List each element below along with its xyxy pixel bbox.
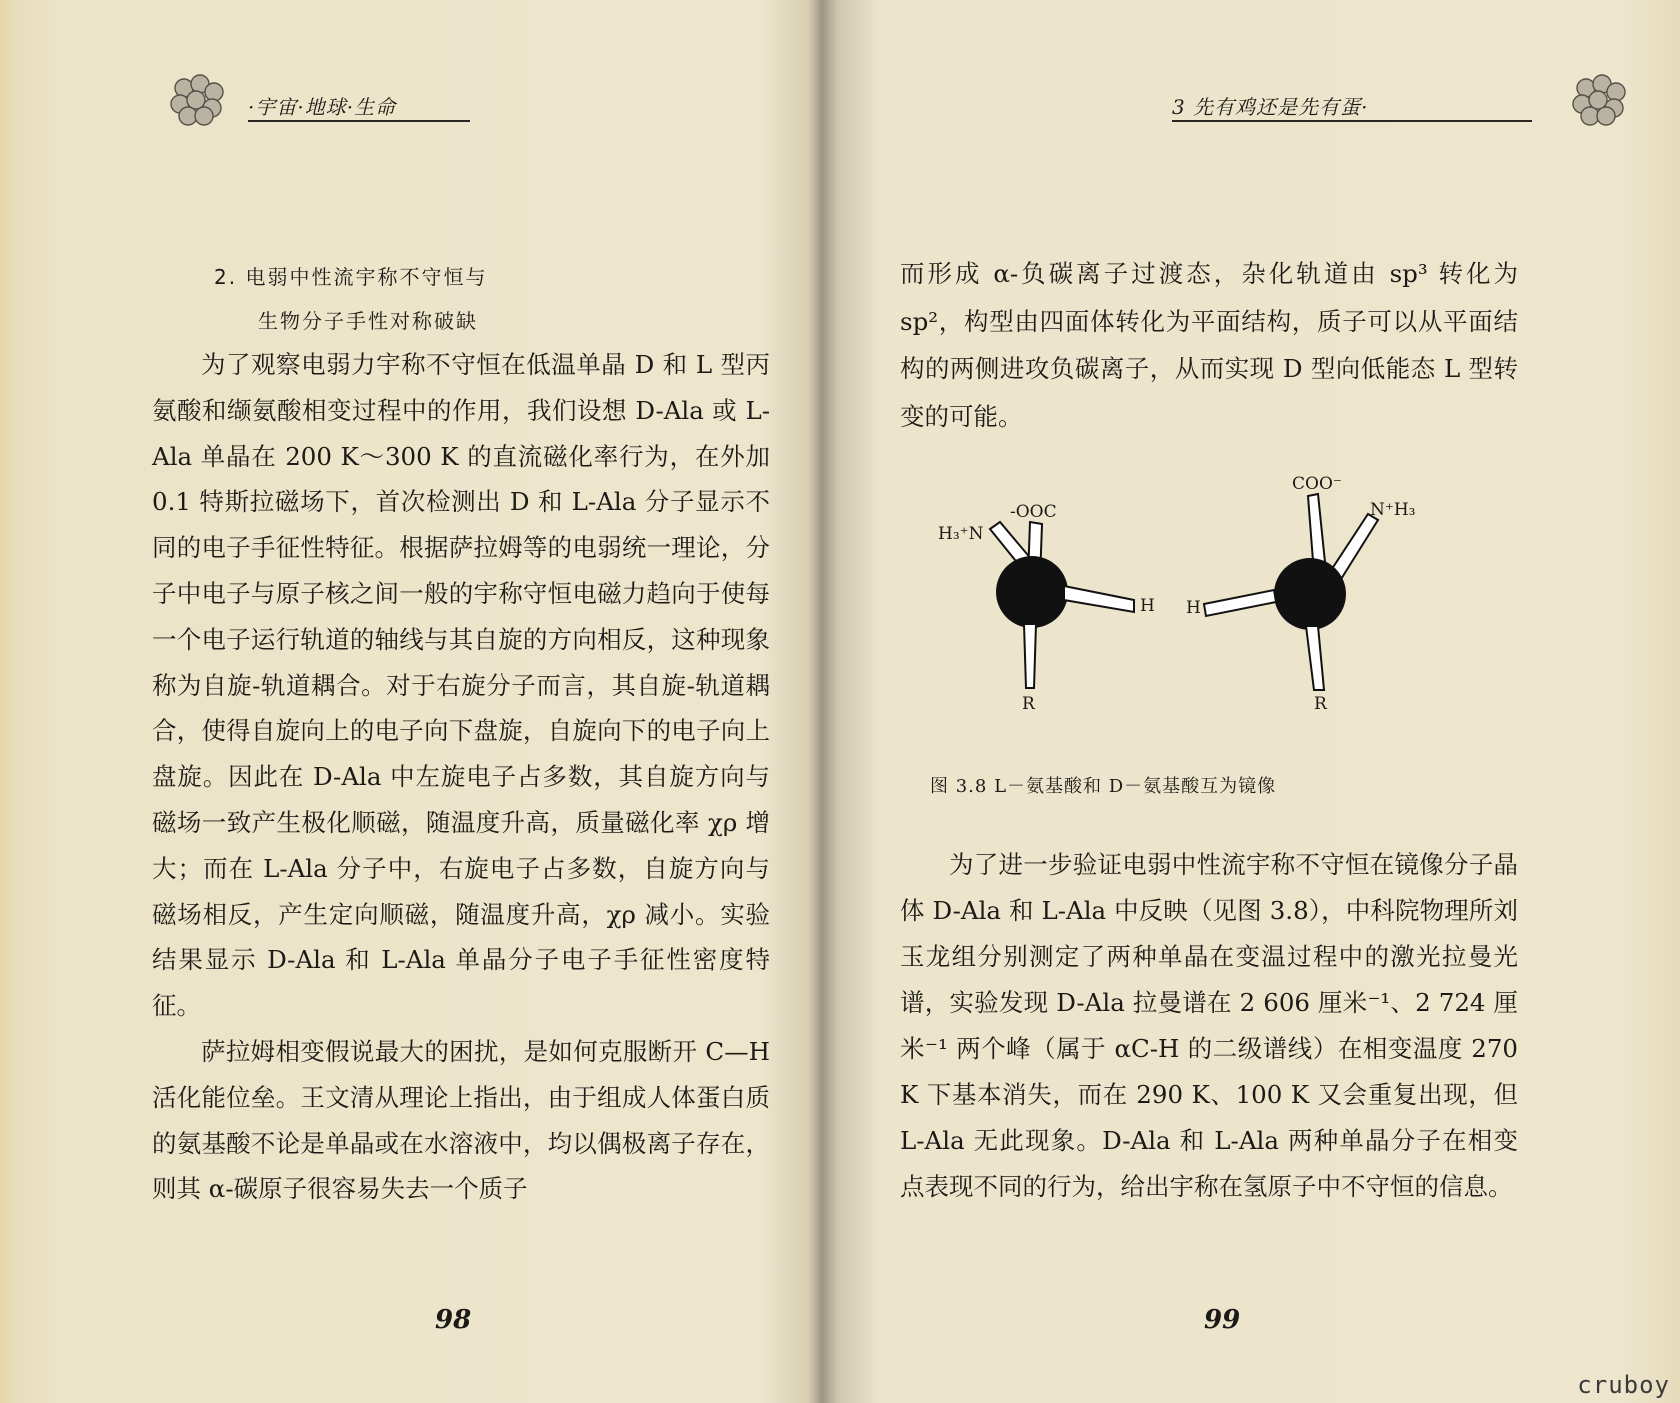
paragraph: 为了进一步验证电弱中性流宇称不守恒在镜像分子晶体 D-Ala 和 L-Ala 中反映（见图 3.8），中科院物理所刘玉龙组分别测定了两种单晶在变温过程中的激光拉曼光谱，实验发现 D-Ala 拉曼谱在 2 606 厘米⁻¹、2 724 厘米⁻¹ 两个峰（属于 αC-H 的二级谱线）在相变温度 270 K 下基本消失，而在 290 K、100 K 又会重复出现，但 L-Ala 无此现象。D-Ala 和 L-Ala 两种单晶分子在相变点表现不同的行为，给出宇称在氢原子中不守恒的信息。 — [900, 850, 1518, 1201]
section-heading — [214, 255, 487, 343]
page-number: 99 — [1204, 1305, 1241, 1335]
watermark: cruboy — [1577, 1371, 1670, 1399]
running-title: 3 先有鸡还是先有蛋· — [1172, 95, 1369, 119]
right-h-label: H — [1186, 598, 1201, 618]
l-amino-acid-model — [990, 522, 1134, 688]
left-page — [0, 0, 822, 1403]
molecule-cluster-icon — [1572, 74, 1628, 126]
right-body-text-bottom — [900, 842, 1518, 1210]
paragraph: 萨拉姆相变假说最大的困扰，是如何克服断开 C—H 活化能位垒。王文清从理论上指出，由于组成人体蛋白质的氨基酸不论是单晶或在水溶液中，均以偶极离子存在，则其 α-碳原子很容易失去一个质子 — [152, 1036, 770, 1204]
figure-3-8 — [918, 474, 1518, 746]
section-heading-line-2: 生物分子手性对称破缺 — [258, 309, 478, 333]
left-nh3-label: H₃⁺N — [938, 524, 984, 544]
left-h-label: H — [1140, 596, 1155, 616]
right-body-text-top — [900, 250, 1518, 440]
left-r-label: R — [1022, 694, 1035, 714]
page-number: 98 — [435, 1305, 472, 1335]
molecule-cluster-icon — [170, 74, 226, 126]
paragraph: 而形成 α-负碳离子过渡态，杂化轨道由 sp³ 转化为 sp²，构型由四面体转化为平面结构，质子可以从平面结构的两侧进攻负碳离子，从而实现 D 型向低能态 L 型转变的可能。 — [900, 259, 1518, 431]
section-heading-line-1: 2. 电弱中性流宇称不守恒与 — [214, 265, 488, 289]
figure-caption: 图 3.8 L－氨基酸和 D－氨基酸互为镜像 — [930, 776, 1277, 797]
right-nh3-label: N⁺H₃ — [1370, 500, 1416, 520]
right-page — [822, 0, 1680, 1403]
right-running-header — [1172, 78, 1642, 126]
left-body-text — [152, 342, 770, 1212]
mirror-image-molecules — [918, 474, 1518, 746]
paragraph: 为了观察电弱力宇称不守恒在低温单晶 D 和 L 型丙氨酸和缬氨酸相变过程中的作用，我们设想 D-Ala 或 L-Ala 单晶在 200 K～300 K 的直流磁化率行为，在外加 0.1 特斯拉磁场下，首次检测出 D 和 L-Ala 分子显示不同的电子手征性特征。根据萨拉姆等的电弱统一理论，分子中电子与原子核之间一般的宇称守恒电磁力趋向于使每一个电子运行轨道的轴线与其自旋的方向相反，这种现象称为自旋-轨道耦合。对于右旋分子而言，其自旋-轨道耦合，使得自旋向上的电子向下盘旋，自旋向下的电子向上盘旋。因此在 D-Ala 中左旋电子占多数，其自旋方向与磁场一致产生极化顺磁，随温度升高，质量磁化率 χρ 增大；而在 L-Ala 分子中，右旋电子占多数，自旋方向与磁场相反，产生定向顺磁，随温度升高，χρ 减小。实验结果显示 D-Ala 和 L-Ala 单晶分子电子手征性密度特征。 — [152, 350, 770, 1021]
running-title: ·宇宙·地球·生命 — [248, 95, 397, 119]
header-rule — [1172, 120, 1532, 122]
left-running-header — [170, 78, 490, 126]
left-coo-label: -OOC — [1010, 502, 1057, 522]
d-amino-acid-model — [1204, 494, 1378, 690]
right-r-label: R — [1314, 694, 1327, 714]
right-coo-label: COO⁻ — [1292, 474, 1342, 494]
header-rule — [248, 120, 470, 122]
